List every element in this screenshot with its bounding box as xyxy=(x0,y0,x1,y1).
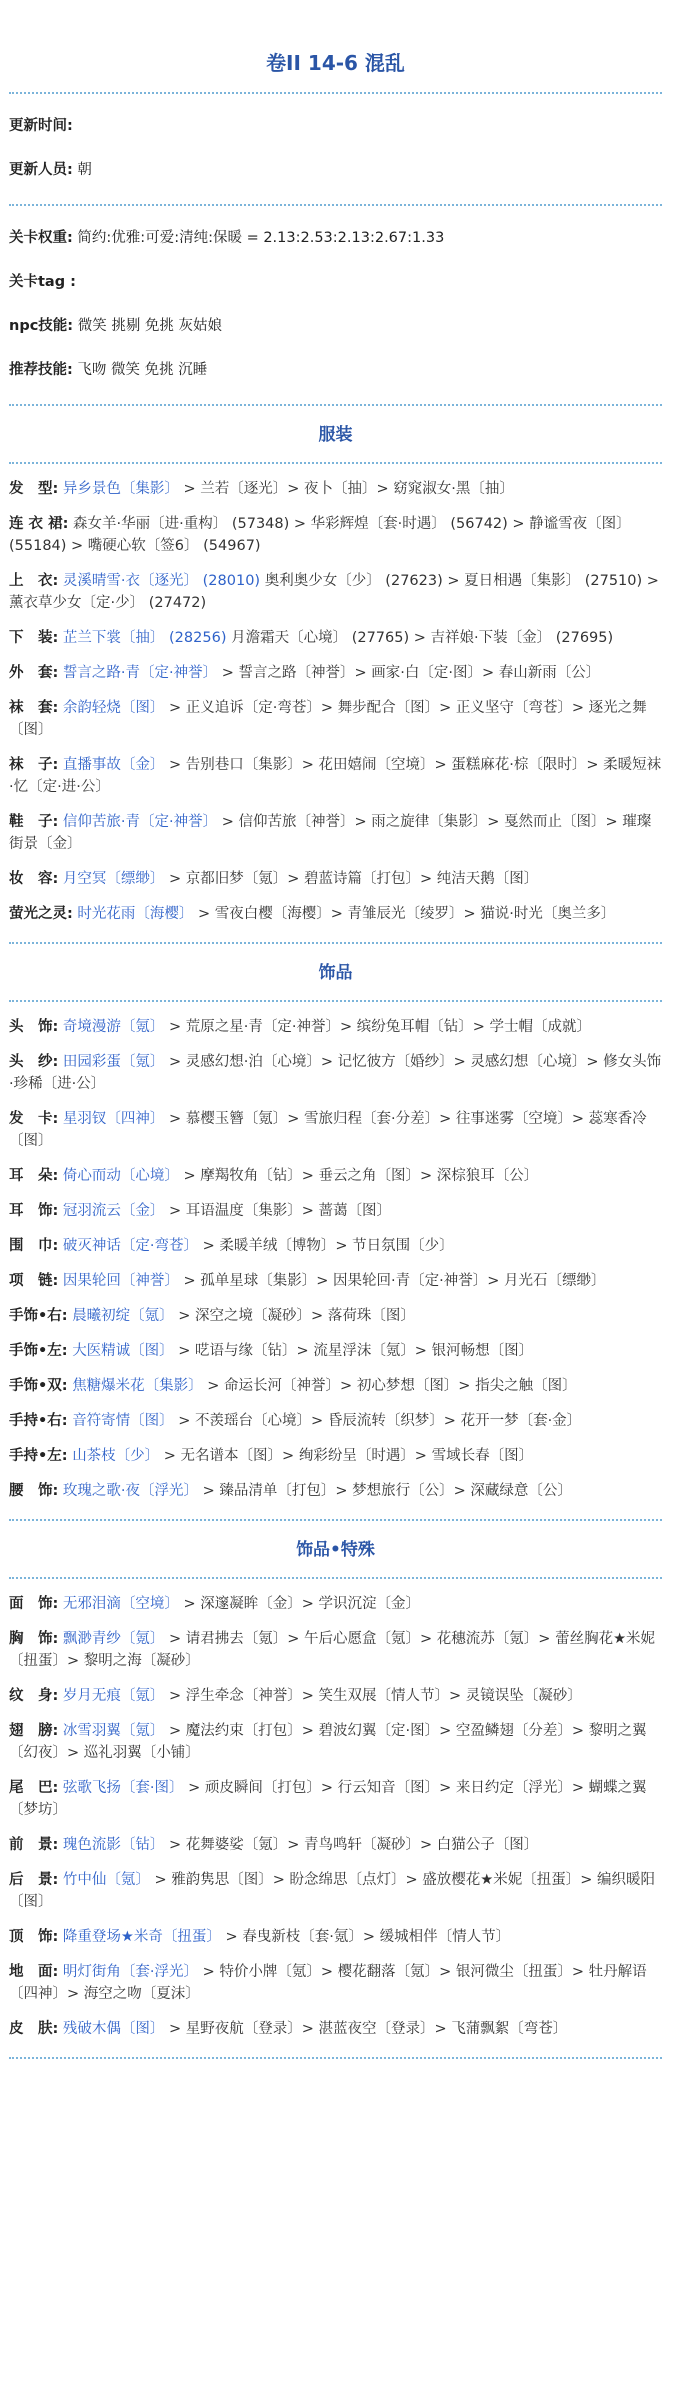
meta-label: npc技能: xyxy=(9,318,74,334)
item-rest: > 告别巷口〔集影〕> 花田嬉闹〔空境〕> 蛋糕麻花·棕〔限时〕> 柔暖短袜·忆〔定·进·公〕 xyxy=(9,757,662,795)
list-item xyxy=(9,805,662,862)
item-list xyxy=(9,1579,662,2057)
item-key: 袜 子: xyxy=(9,757,59,773)
list-item xyxy=(9,621,662,656)
list-item xyxy=(9,1334,662,1369)
item-key: 围 巾: xyxy=(9,1238,59,1254)
list-item xyxy=(9,748,662,805)
page-title: 卷II 14-6 混乱 xyxy=(266,51,405,75)
item-key: 手饰•双: xyxy=(9,1378,68,1394)
item-rest: > 柔暖羊绒〔博物〕> 节日氛围〔少〕 xyxy=(198,1238,454,1254)
item-key: 手饰•左: xyxy=(9,1343,68,1359)
item-key: 耳 朵: xyxy=(9,1168,59,1184)
list-item xyxy=(9,897,662,932)
section-title: 饰品 xyxy=(318,963,353,983)
item-key: 地 面: xyxy=(9,1964,59,1980)
item-rest: > 耳语温度〔集影〕> 蔷蔼〔图〕 xyxy=(164,1203,392,1219)
item-best[interactable]: 竹中仙〔氪〕 xyxy=(62,1872,150,1888)
item-rest: > 顽皮瞬间〔打包〕> 行云知音〔图〕> 来日约定〔浮光〕> 蝴蝶之翼〔梦坊〕 xyxy=(9,1780,647,1818)
item-rest: > 慕樱玉簪〔氪〕> 雪旅归程〔套·分差〕> 往事迷雾〔空境〕> 蕊寒香冷〔图〕 xyxy=(9,1111,647,1149)
item-rest: > 雅韵隽思〔图〕> 盼念绵思〔点灯〕> 盛放樱花★米妮〔扭蛋〕> 编织暖阳〔图〕 xyxy=(9,1872,656,1910)
item-rest: > 京都旧梦〔氪〕> 碧蓝诗篇〔打包〕> 纯洁天鹅〔图〕 xyxy=(164,871,539,887)
item-key: 妆 容: xyxy=(9,871,59,887)
list-item xyxy=(9,862,662,897)
item-best[interactable]: 破灭神话〔定·弯苍〕 xyxy=(62,1238,199,1254)
item-best[interactable]: 焦糖爆米花〔集影〕 xyxy=(72,1378,203,1394)
list-item xyxy=(9,691,662,748)
item-key: 上 衣: xyxy=(9,573,59,589)
item-best[interactable]: 异乡景色〔集影〕 xyxy=(62,481,179,497)
item-key: 外 套: xyxy=(9,665,59,681)
item-rest: > 兰若〔逐光〕> 夜卜〔抽〕> 窈窕淑女·黑〔抽〕 xyxy=(178,481,514,497)
list-item xyxy=(9,564,662,621)
item-best[interactable]: 冰雪羽翼〔氪〕 xyxy=(62,1723,165,1739)
item-rest: > 不羡瑶台〔心境〕> 昏辰流转〔织梦〕> 花开一梦〔套·金〕 xyxy=(173,1413,582,1429)
item-rest: > 春曳新枝〔套·氪〕> 缓城相伴〔情人节〕 xyxy=(220,1929,511,1945)
item-rest: 月澹霜天〔心境〕 (27765) > 吉祥娘·下装〔金〕 (27695) xyxy=(226,630,614,646)
item-rest: > 臻品清单〔打包〕> 梦想旅行〔公〕> 深藏绿意〔公〕 xyxy=(198,1483,572,1499)
item-key: 头 饰: xyxy=(9,1019,59,1035)
list-item xyxy=(9,1045,662,1102)
item-rest: > 正义追诉〔定·弯苍〕> 舞步配合〔图〕> 正义坚守〔弯苍〕> 逐光之舞〔图〕 xyxy=(9,700,647,738)
list-item xyxy=(9,1404,662,1439)
item-best[interactable]: 降重登场★米奇〔扭蛋〕 xyxy=(62,1929,221,1945)
section-title: 饰品•特殊 xyxy=(296,1540,375,1560)
list-item xyxy=(9,2012,662,2047)
list-item xyxy=(9,1955,662,2012)
item-key: 耳 饰: xyxy=(9,1203,59,1219)
meta-label: 推荐技能: xyxy=(9,362,73,378)
item-best[interactable]: 直播事故〔金〕 xyxy=(62,757,165,773)
meta-label: 更新人员: xyxy=(9,162,73,178)
item-key: 头 纱: xyxy=(9,1054,59,1070)
item-key: 下 装: xyxy=(9,630,59,646)
item-best[interactable]: 飘渺青纱〔氪〕 xyxy=(62,1631,165,1647)
item-rest: > 灵感幻想·泊〔心境〕> 记忆彼方〔婚纱〕> 灵感幻想〔心境〕> 修女头饰·珍稀〔进·公〕 xyxy=(9,1054,662,1092)
item-best[interactable]: 瑰色流影〔钻〕 xyxy=(62,1837,165,1853)
item-rest: > 魔法约束〔打包〕> 碧波幻翼〔定·图〕> 空盈鳞翅〔分差〕> 黎明之翼〔幻夜〕> 巡礼羽翼〔小铺〕 xyxy=(9,1723,647,1761)
list-item xyxy=(9,1194,662,1229)
item-best[interactable]: 冠羽流云〔金〕 xyxy=(62,1203,165,1219)
item-rest: > 请君拂去〔氪〕> 午后心愿盒〔氪〕> 花穗流苏〔氪〕> 蕾丝胸花★米妮〔扭蛋〕> 黎明之海〔凝砂〕 xyxy=(9,1631,656,1669)
item-key: 袜 套: xyxy=(9,700,59,716)
item-best[interactable]: 弦歌飞扬〔套·图〕 xyxy=(62,1780,184,1796)
item-key: 皮 肤: xyxy=(9,2021,59,2037)
list-item xyxy=(9,1264,662,1299)
meta-value: 微笑 挑剔 免挑 灰姑娘 xyxy=(73,318,223,334)
item-key: 纹 身: xyxy=(9,1688,59,1704)
item-rest: > 孤单星球〔集影〕> 因果轮回·青〔定·神誉〕> 月光石〔缥缈〕 xyxy=(178,1273,606,1289)
item-key: 萤光之灵: xyxy=(9,906,73,922)
list-item xyxy=(9,1863,662,1920)
item-rest: > 花舞婆娑〔氪〕> 青鸟鸣轩〔凝砂〕> 白猫公子〔图〕 xyxy=(164,1837,539,1853)
item-rest: > 摩羯牧角〔钻〕> 垂云之角〔图〕> 深棕狼耳〔公〕 xyxy=(178,1168,539,1184)
item-best[interactable]: 岁月无痕〔氪〕 xyxy=(62,1688,165,1704)
item-rest: 森女羊·华丽〔进·重构〕 (57348) > 华彩辉煌〔套·时遇〕 (56742) > 静谧雪夜〔图〕 (55184) > 嘴硬心软〔签6〕 (54967) xyxy=(9,516,631,554)
item-rest: > 无名谱本〔图〕> 绚彩纷呈〔时遇〕> 雪域长春〔图〕 xyxy=(159,1448,534,1464)
meta-label: 更新时间: xyxy=(9,118,73,134)
meta-value: 简约:优雅:可爱:清纯:保暖 = 2.13:2.53:2.13:2.67:1.33 xyxy=(72,230,445,246)
item-key: 前 景: xyxy=(9,1837,59,1853)
stage-info xyxy=(9,206,662,404)
meta-label: 关卡权重: xyxy=(9,230,73,246)
item-rest: > 荒原之星·青〔定·神誉〕> 缤纷兔耳帽〔钻〕> 学士帽〔成就〕 xyxy=(164,1019,592,1035)
item-rest: > 深空之境〔凝砂〕> 落荷珠〔图〕 xyxy=(173,1308,415,1324)
section-title: 服装 xyxy=(318,425,353,445)
item-best[interactable]: 玫瑰之歌·夜〔浮光〕 xyxy=(62,1483,199,1499)
list-item xyxy=(9,1920,662,1955)
meta-row xyxy=(9,216,662,260)
item-key: 发 卡: xyxy=(9,1111,59,1127)
item-rest: 奥利奥少女〔少〕 (27623) > 夏日相遇〔集影〕 (27510) > 薰衣草少女〔定·少〕 (27472) xyxy=(9,573,659,611)
item-best[interactable]: 灵溪晴雪·衣〔逐光〕 (28010) xyxy=(62,573,261,589)
list-item xyxy=(9,1439,662,1474)
item-best[interactable]: 残破木偶〔图〕 xyxy=(62,2021,165,2037)
meta-row xyxy=(9,304,662,348)
list-item xyxy=(9,1159,662,1194)
list-item xyxy=(9,1771,662,1828)
item-best[interactable]: 音符寄情〔图〕 xyxy=(72,1413,174,1429)
item-key: 手持•左: xyxy=(9,1448,68,1464)
item-list xyxy=(9,1002,662,1519)
item-best[interactable]: 倚心而动〔心境〕 xyxy=(62,1168,179,1184)
item-rest: > 呓语与缘〔钻〕> 流星浮沫〔氪〕> 银河畅想〔图〕 xyxy=(173,1343,534,1359)
meta-row xyxy=(9,260,662,304)
list-item xyxy=(9,1369,662,1404)
item-best[interactable]: 明灯街角〔套·浮光〕 xyxy=(62,1964,199,1980)
meta-row xyxy=(9,148,662,192)
item-list xyxy=(9,464,662,942)
item-rest: > 深邃凝眸〔金〕> 学识沉淀〔金〕 xyxy=(178,1596,421,1612)
item-rest: > 雪夜白樱〔海樱〕> 青雏辰光〔绫罗〕> 猫说·时光〔奥兰多〕 xyxy=(193,906,616,922)
item-best[interactable]: 信仰苦旅·青〔定·神誉〕 xyxy=(62,814,218,830)
item-key: 胸 饰: xyxy=(9,1631,59,1647)
item-rest: > 特价小牌〔氪〕> 樱花翻落〔氪〕> 银河微尘〔扭蛋〕> 牡丹解语〔四神〕> 海空之吻〔夏沫〕 xyxy=(9,1964,647,2002)
list-item xyxy=(9,1679,662,1714)
item-key: 手饰•右: xyxy=(9,1308,68,1324)
item-best[interactable]: 誓言之路·青〔定·神誉〕 xyxy=(62,665,218,681)
item-key: 项 链: xyxy=(9,1273,59,1289)
item-key: 鞋 子: xyxy=(9,814,59,830)
item-best[interactable]: 芷兰下裳〔抽〕 (28256) xyxy=(62,630,227,646)
item-key: 手持•右: xyxy=(9,1413,68,1429)
item-key: 翅 膀: xyxy=(9,1723,59,1739)
item-best[interactable]: 山茶枝〔少〕 xyxy=(72,1448,160,1464)
item-key: 发 型: xyxy=(9,481,59,497)
list-item xyxy=(9,1587,662,1622)
item-key: 连 衣 裙: xyxy=(9,516,69,532)
item-rest: > 命运长河〔神誉〕> 初心梦想〔图〕> 指尖之触〔图〕 xyxy=(202,1378,577,1394)
item-rest: > 浮生牵念〔神誉〕> 笑生双展〔情人节〕> 灵镜误坠〔凝砂〕 xyxy=(164,1688,582,1704)
meta-value: 朝 xyxy=(72,162,92,178)
list-item xyxy=(9,1622,662,1679)
item-key: 尾 巴: xyxy=(9,1780,59,1796)
list-item xyxy=(9,1229,662,1264)
item-best[interactable]: 余韵轻烧〔图〕 xyxy=(62,700,165,716)
list-item xyxy=(9,1010,662,1045)
meta-value: 飞吻 微笑 免挑 沉睡 xyxy=(72,362,208,378)
item-key: 面 饰: xyxy=(9,1596,59,1612)
item-key: 后 景: xyxy=(9,1872,59,1888)
item-best[interactable]: 田园彩蛋〔氪〕 xyxy=(62,1054,165,1070)
item-key: 顶 饰: xyxy=(9,1929,59,1945)
item-best[interactable]: 月空冥〔缥缈〕 xyxy=(62,871,165,887)
meta-row xyxy=(9,104,662,148)
item-best[interactable]: 奇境漫游〔氪〕 xyxy=(62,1019,165,1035)
divider xyxy=(9,2057,662,2059)
item-best[interactable]: 星羽钗〔四神〕 xyxy=(62,1111,165,1127)
list-item xyxy=(9,1714,662,1771)
list-item xyxy=(9,1828,662,1863)
item-rest: > 信仰苦旅〔神誉〕> 雨之旋律〔集影〕> 戛然而止〔图〕> 璀璨街景〔金〕 xyxy=(9,814,652,852)
item-best[interactable]: 时光花雨〔海樱〕 xyxy=(77,906,194,922)
list-item xyxy=(9,1299,662,1334)
item-best[interactable]: 无邪泪滴〔空境〕 xyxy=(62,1596,179,1612)
item-best[interactable]: 因果轮回〔神誉〕 xyxy=(62,1273,179,1289)
item-rest: > 誓言之路〔神誉〕> 画家·白〔定·图〕> 春山新雨〔公〕 xyxy=(217,665,601,681)
list-item xyxy=(9,1474,662,1509)
sections xyxy=(9,406,662,2059)
list-item xyxy=(9,472,662,507)
meta-row xyxy=(9,348,662,392)
update-info xyxy=(9,94,662,204)
item-rest: > 星野夜航〔登录〕> 湛蓝夜空〔登录〕> 飞蒲飘絮〔弯苍〕 xyxy=(164,2021,568,2037)
list-item xyxy=(9,507,662,564)
meta-label: 关卡tag : xyxy=(9,274,76,290)
list-item xyxy=(9,656,662,691)
item-key: 腰 饰: xyxy=(9,1483,59,1499)
list-item xyxy=(9,1102,662,1159)
item-best[interactable]: 晨曦初绽〔氪〕 xyxy=(72,1308,174,1324)
item-best[interactable]: 大医精诚〔图〕 xyxy=(72,1343,174,1359)
